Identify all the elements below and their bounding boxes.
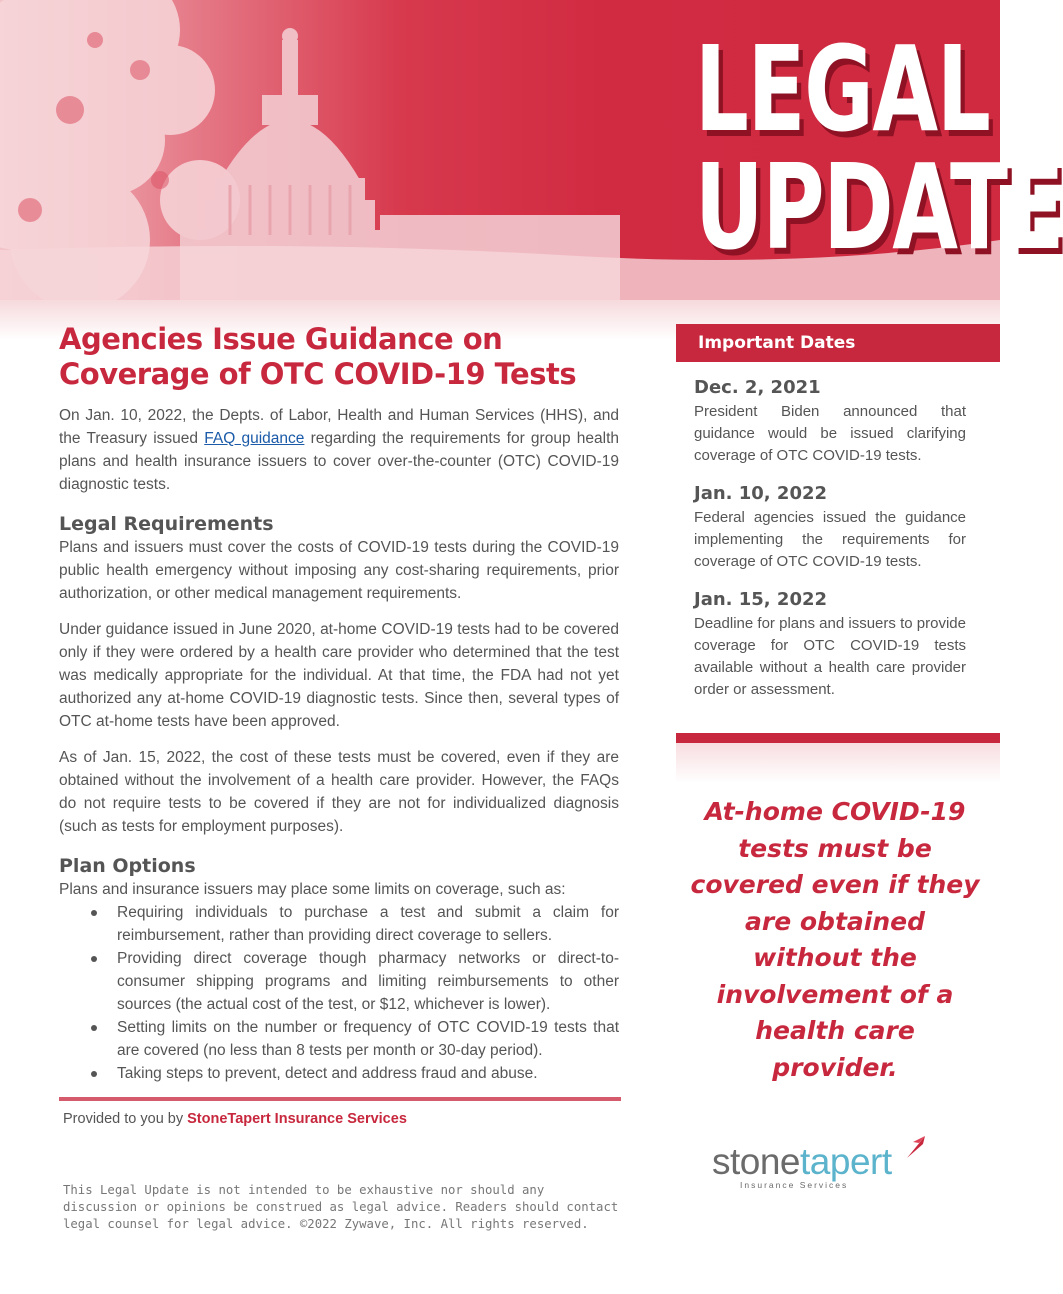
date-title: Jan. 10, 2022 [694,483,828,504]
plan-options-heading: Plan Options [59,855,196,877]
intro-text-before: On Jan. 10, 2022, the Depts. of Labor, Health and Human Services (HHS), and the Treasury issued [59,407,619,447]
logo-subtitle: Insurance Services [740,1180,849,1190]
list-item: Setting limits on the number or frequency of OTC COVID-19 tests that are covered (no less than 8 tests per month or 30-day period). [91,1016,619,1062]
footer-divider [59,1097,621,1101]
headline-line2: Coverage of OTC COVID-19 Tests [59,357,577,391]
date-description: Deadline for plans and issuers to provide coverage for OTC COVID-19 tests available without a health care provider order or assessment. [694,615,966,698]
legal-paragraph-3: As of Jan. 15, 2022, the cost of these tests must be covered, even if they are obtained without the involvement of a health care provider. However, the FAQs do not require tests to be covered if they are not for individualized diagnosis (such as tests for employment purposes). [59,749,619,835]
legal-paragraph-2: Under guidance issued in June 2020, at-home COVID-19 tests had to be covered only if they were ordered by a health care provider who determined that the test was medically appropriate for the individual. At that time, the FDA had not yet authorized any at-home COVID-19 diagnostic tests. Since then, several types of OTC at-home tests have been approved. [59,621,619,730]
list-item: Providing direct coverage though pharmacy networks or direct-to-consumer shipping programs and limiting reimbursements to other sources (the actual cost of the test, or $12, whichever is lower). [91,947,619,1016]
legal-requirements-heading: Legal Requirements [59,513,274,535]
important-dates-list [694,375,966,715]
banner-title-line1: LEGAL [694,20,990,158]
banner-title-line2: UPDATE [694,138,1063,276]
pull-quote: At-home COVID-19 tests must be covered even if they are obtained without the involvement of a health care provider. [690,797,980,1082]
date-item [694,587,966,701]
logo-wordmark [712,1140,892,1184]
date-description: Federal agencies issued the guidance implementing the requirements for coverage of OTC COVID-19 tests. [694,509,966,570]
article-headline [59,322,619,392]
important-dates-heading: Important Dates [676,324,1000,362]
intro-text-after: regarding the requirements for group health plans and health insurance issuers to cover over-the-counter (OTC) COVID-19 diagnostic tests. [59,430,620,493]
main-article [59,322,619,1085]
date-description: President Biden announced that guidance would be issued clarifying coverage of OTC COVID-19 tests. [694,403,966,464]
provider-name: StoneTapert Insurance Services [187,1111,407,1127]
banner-title [650,20,1063,276]
plan-options-list [91,901,619,1085]
logo-word-tapert: tapert [800,1141,892,1182]
date-title: Jan. 15, 2022 [694,589,828,610]
provided-by-line [63,1111,407,1127]
list-item: Requiring individuals to purchase a test and submit a claim for reimbursement, rather than providing direct coverage to sellers. [91,901,619,947]
list-item: Taking steps to prevent, detect and address fraud and abuse. [91,1062,619,1085]
header-banner [0,0,1063,300]
arrow-icon [905,1134,927,1160]
date-item [694,481,966,573]
logo-word-stone: stone [712,1141,801,1182]
date-title: Dec. 2, 2021 [694,377,821,398]
provided-by-prefix: Provided to you by [63,1111,188,1127]
faq-guidance-link[interactable]: FAQ guidance [204,430,305,447]
sidebar-divider [676,733,1000,743]
intro-paragraph [59,404,619,496]
plan-options-intro: Plans and insurance issuers may place some limits on coverage, such as: [59,881,566,898]
stonetapert-logo [712,1140,927,1200]
legal-paragraph-1: Plans and issuers must cover the costs of COVID-19 tests during the COVID-19 public health emergency without imposing any cost-sharing requirements, prior authorization, or other medical management requirements. [59,539,619,602]
sidebar-fade [676,743,1000,783]
date-item [694,375,966,467]
legal-disclaimer: This Legal Update is not intended to be exhaustive nor should any discussion or opinions be construed as legal advice. Readers should contact legal counsel for legal advice. ©2022 Zywave, Inc. All rights reserved. [63,1183,619,1231]
headline-line1: Agencies Issue Guidance on [59,322,503,356]
